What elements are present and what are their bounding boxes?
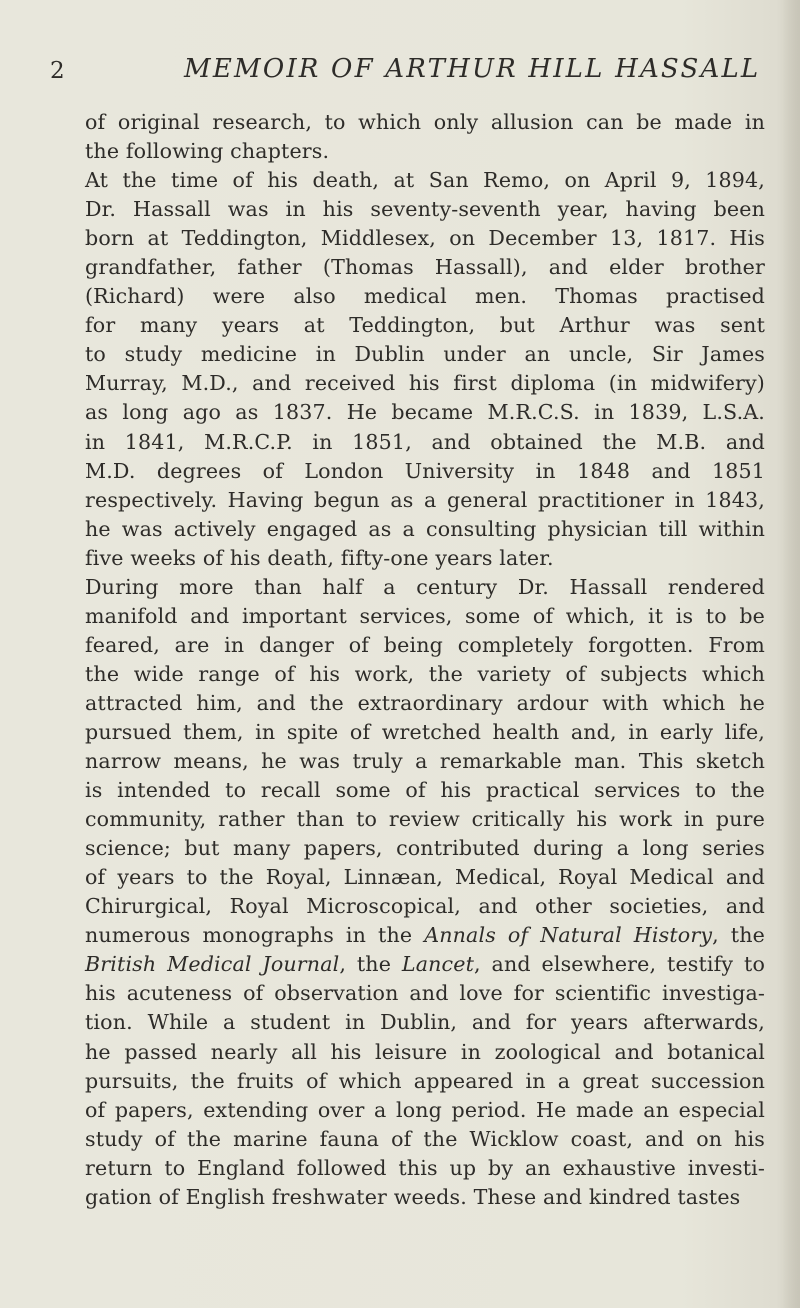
running-head (50, 54, 761, 90)
text-segment: At the time of his death, at San Remo, on April 9, 1894, (85, 168, 765, 193)
text-line (85, 1125, 765, 1154)
text-line (85, 457, 765, 486)
text-line (85, 689, 765, 718)
text-segment: pursuits, the fruits of which appeared in a great succession (85, 1068, 765, 1093)
text-segment: he passed nearly all his leisure in zoological and botanical (85, 1039, 765, 1064)
text-segment: (Richard) were also medical men. Thomas practised (85, 284, 765, 309)
text-segment: M.D. degrees of London University in 1848 and 1851 (85, 458, 765, 483)
text-segment: respectively. Having begun as a general practitioner in 1843, (85, 487, 765, 512)
text-segment: of papers, extending over a long period. He made an especial (85, 1097, 765, 1122)
text-segment: British Medical Journal (85, 952, 340, 977)
text-line (85, 544, 765, 573)
text-segment: pursued them, in spite of wretched health and, in early life, (85, 719, 765, 744)
text-line (85, 166, 765, 195)
text-segment: he was actively engaged as a consulting physician till within (85, 516, 765, 541)
text-segment: as long ago as 1837. He became M.R.C.S. in 1839, L.S.A. (85, 400, 765, 425)
text-line (85, 340, 765, 369)
page-edge-shadow (782, 0, 800, 1308)
text-segment: feared, are in danger of being completely forgotten. From (85, 632, 765, 657)
text-segment: in 1841, M.R.C.P. in 1851, and obtained the M.B. and (85, 429, 765, 454)
text-segment: of original research, to which only allusion can be made in (85, 110, 765, 134)
running-title: MEMOIR OF ARTHUR HILL HASSALL (184, 54, 761, 84)
text-line (85, 747, 765, 776)
text-line (85, 979, 765, 1008)
text-line (85, 892, 765, 921)
text-segment: Murray, M.D., and received his first diploma (in midwifery) (85, 371, 765, 396)
text-line (85, 573, 765, 602)
text-segment: to study medicine in Dublin under an uncle, Sir James (85, 342, 765, 367)
text-line (85, 311, 765, 340)
text-line (85, 137, 765, 166)
text-segment: grandfather, father (Thomas Hassall), and elder brother (85, 255, 765, 280)
text-segment: narrow means, he was truly a remarkable man. This sketch (85, 749, 765, 774)
text-line (85, 805, 765, 834)
text-segment: his acuteness of observation and love for scientific investiga- (85, 981, 765, 1006)
text-line (85, 834, 765, 863)
text-segment: return to England followed this up by an exhaustive investi- (85, 1155, 765, 1180)
text-line (85, 195, 765, 224)
text-line (85, 486, 765, 515)
text-segment: numerous monographs in the (85, 923, 425, 948)
text-segment: gation of English freshwater weeds. These and kindred tastes (85, 1184, 741, 1209)
text-segment: , the (339, 952, 402, 977)
text-line (85, 1008, 765, 1037)
text-line (85, 398, 765, 427)
text-segment: born at Teddington, Middlesex, on December 13, 1817. His (85, 226, 765, 251)
text-line (85, 1038, 765, 1067)
text-line (85, 428, 765, 457)
text-line (85, 950, 765, 979)
text-line (85, 1067, 765, 1096)
text-segment: Lancet (401, 952, 475, 977)
text-line (85, 1154, 765, 1183)
text-line (85, 224, 765, 253)
text-segment: the wide range of his work, the variety of subjects which (85, 661, 765, 686)
text-line (85, 921, 765, 950)
text-segment: the following chapters. (85, 139, 330, 164)
text-line (85, 863, 765, 892)
text-segment: attracted him, and the extraordinary ardour with which he (85, 690, 765, 715)
text-line (85, 1096, 765, 1125)
text-segment: Chirurgical, Royal Microscopical, and other societies, and (85, 894, 765, 919)
text-segment: During more than half a century Dr. Hassall rendered (85, 574, 765, 599)
text-line (85, 253, 765, 282)
text-line (85, 282, 765, 311)
body-text (85, 108, 765, 1212)
text-segment: community, rather than to review critically his work in pure (85, 807, 765, 832)
text-line (85, 660, 765, 689)
text-segment: manifold and important services, some of which, it is to be (85, 603, 765, 628)
text-segment: Dr. Hassall was in his seventy-seventh year, having been (85, 197, 765, 222)
text-line (85, 1183, 765, 1212)
text-line (85, 108, 765, 137)
text-line (85, 602, 765, 631)
text-line (85, 515, 765, 544)
text-segment: , the (712, 923, 765, 948)
text-segment: five weeks of his death, fifty-one years later. (85, 545, 554, 570)
text-segment: of years to the Royal, Linnæan, Medical, Royal Medical and (85, 865, 765, 890)
text-segment: , and elsewhere, testify to (474, 952, 766, 977)
page-number: 2 (50, 58, 65, 84)
text-segment: is intended to recall some of his practical services to the (85, 778, 765, 803)
text-segment: tion. While a student in Dublin, and for years afterwards, (85, 1010, 765, 1035)
text-segment: for many years at Teddington, but Arthur was sent (85, 313, 765, 338)
text-segment: study of the marine fauna of the Wicklow coast, and on his (85, 1126, 765, 1151)
text-segment: Annals of Natural History (424, 923, 713, 948)
text-line (85, 718, 765, 747)
text-segment: science; but many papers, contributed during a long series (85, 836, 765, 861)
text-line (85, 776, 765, 805)
text-line (85, 369, 765, 398)
text-line (85, 631, 765, 660)
